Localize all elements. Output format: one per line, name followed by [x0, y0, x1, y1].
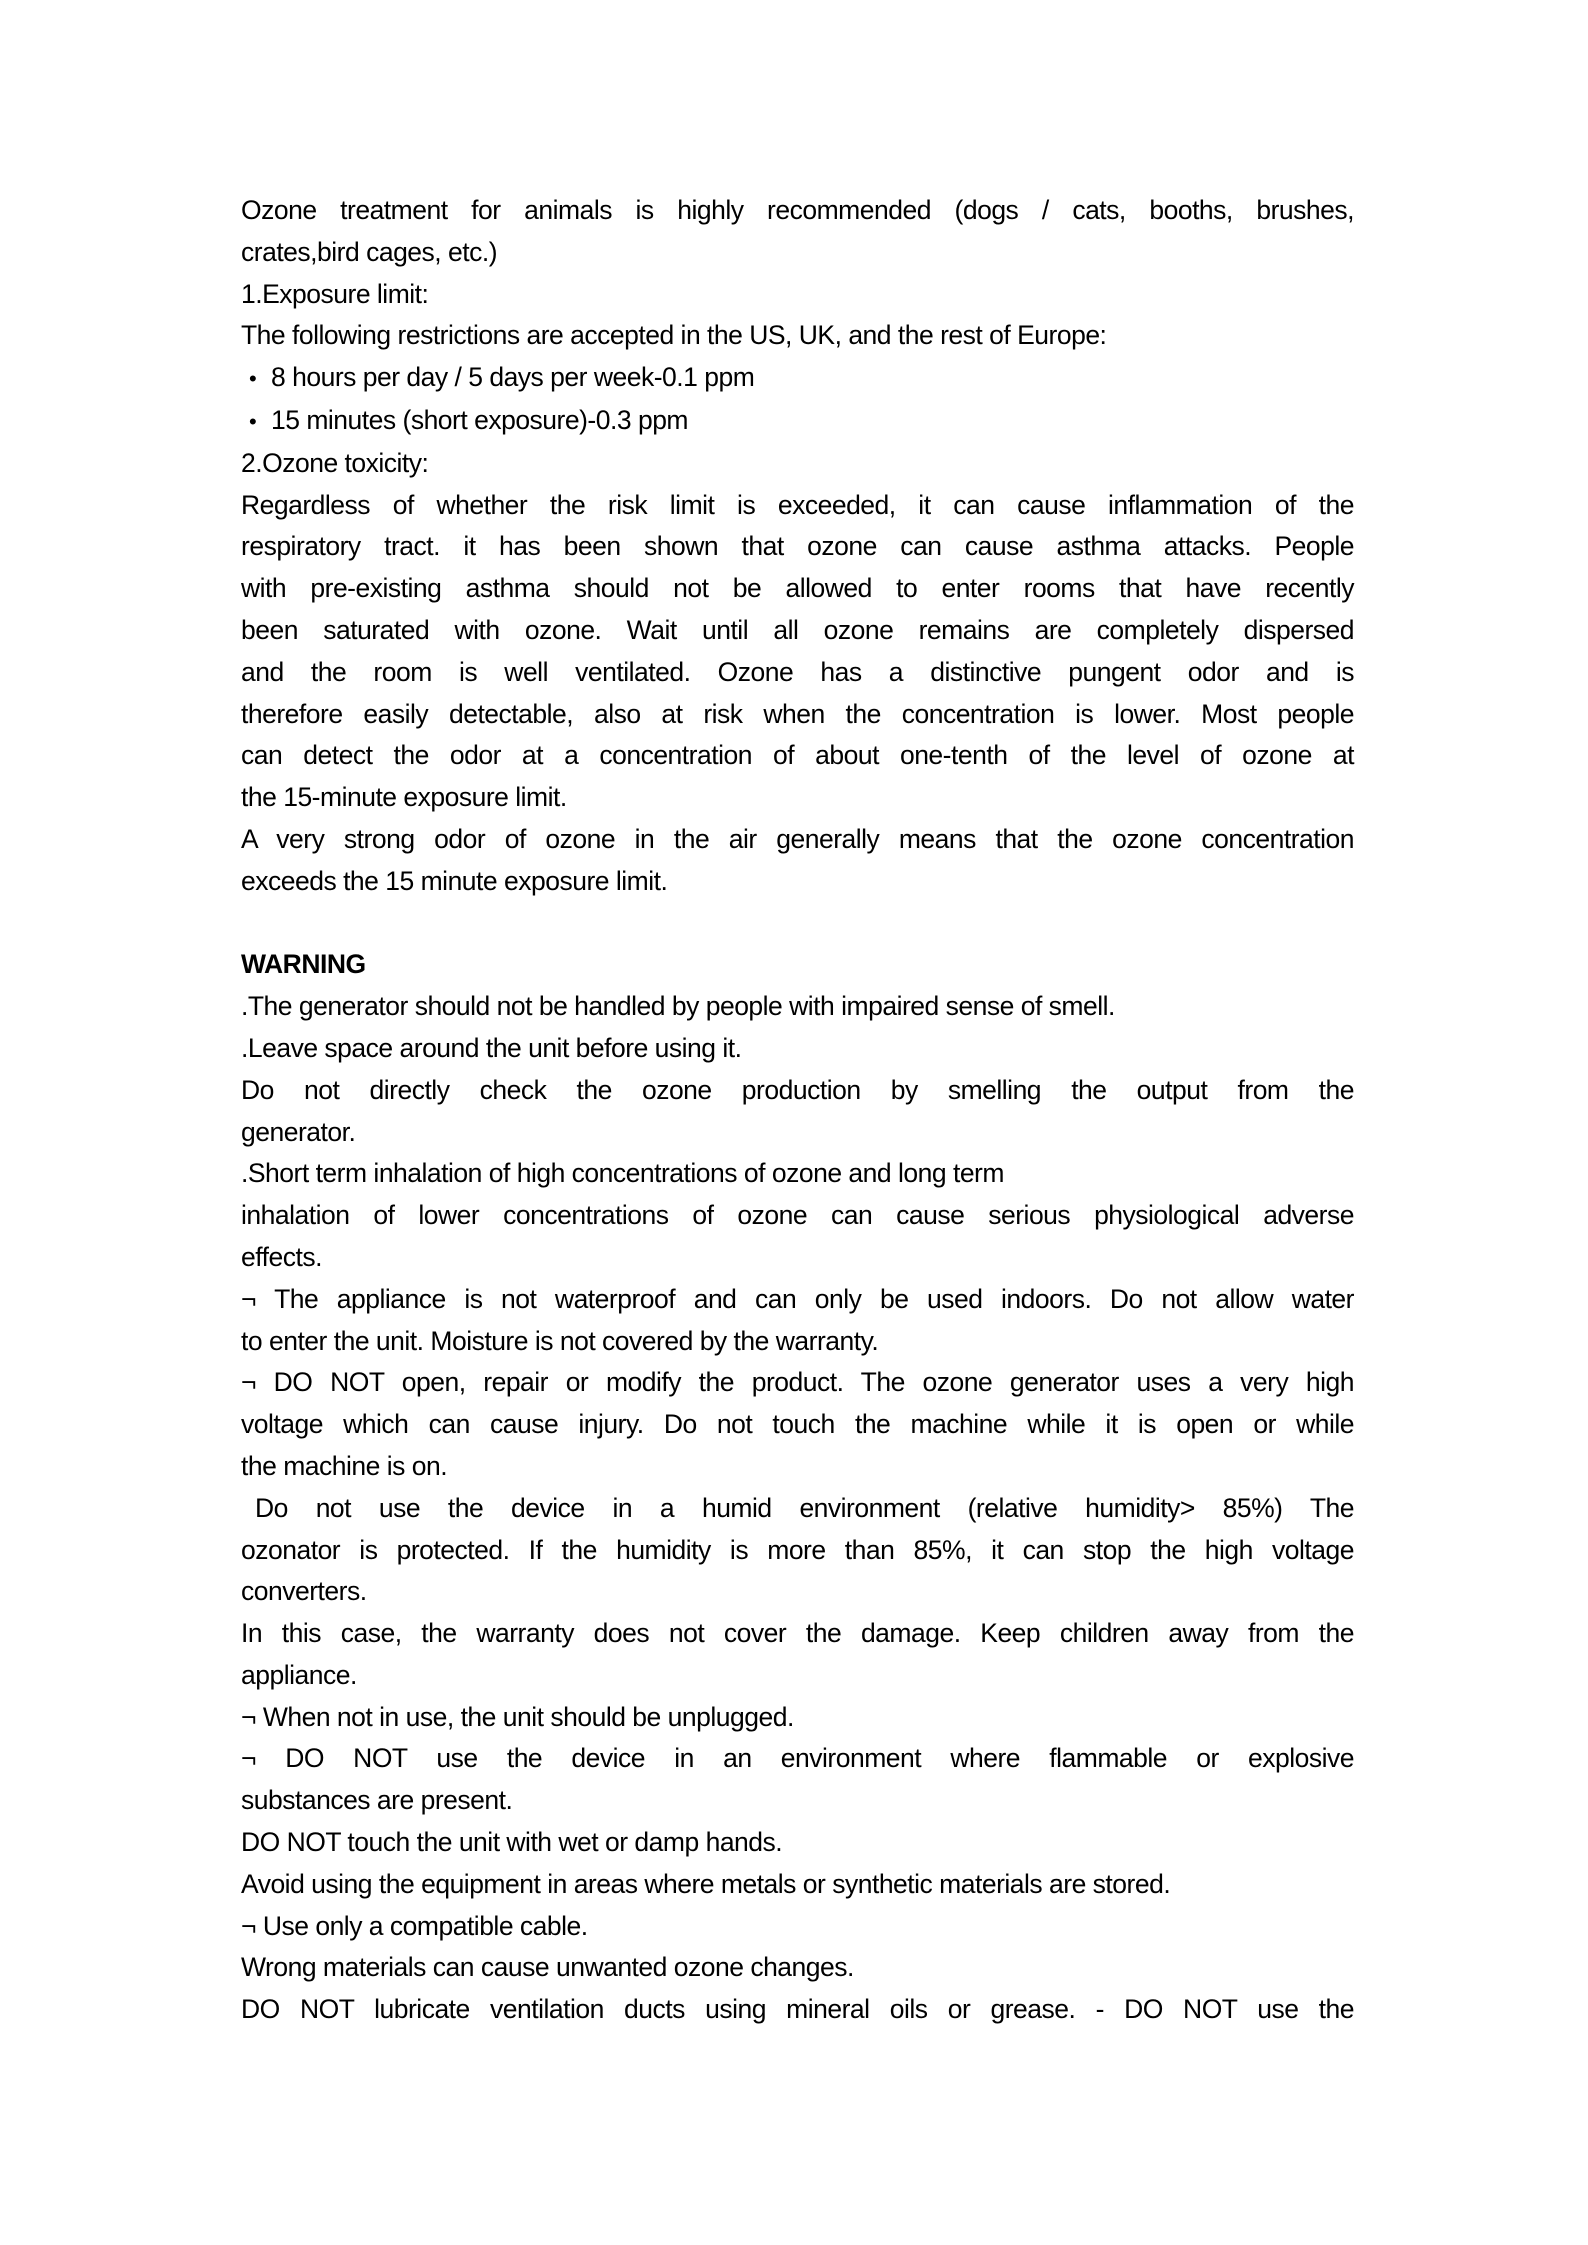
- warning-item-cont: inhalation of lower concentrations of ozone can cause serious physiological adverse: [241, 1200, 1354, 1231]
- bullet-icon: •: [249, 408, 257, 434]
- warning-item: ¬ DO NOT open, repair or modify the product. The ozone generator uses a very high: [241, 1367, 1354, 1398]
- toxicity-line: respiratory tract. it has been shown that ozone can cause asthma attacks. People: [241, 531, 1354, 562]
- warning-item-cont: voltage which can cause injury. Do not touch the machine while it is open or while: [241, 1409, 1354, 1440]
- toxicity-line: been saturated with ozone. Wait until all ozone remains are completely dispersed: [241, 614, 1354, 645]
- warning-item-cont: the machine is on.: [241, 1450, 448, 1481]
- intro-line-1: Ozone treatment for animals is highly recommended (dogs / cats, booths, brushes,: [241, 195, 1354, 225]
- warning-heading: WARNING: [241, 949, 366, 980]
- warning-item: .Leave space around the unit before using it.: [241, 1032, 742, 1063]
- warning-item-cont: effects.: [241, 1241, 322, 1272]
- odor-line: A very strong odor of ozone in the air generally means that the ozone concentration: [241, 823, 1354, 854]
- warning-item: DO NOT lubricate ventilation ducts using mineral oils or grease. - DO NOT use the: [241, 1994, 1354, 2025]
- toxicity-line: Regardless of whether the risk limit is exceeded, it can cause inflammation of the: [241, 489, 1354, 520]
- warning-item: Do not use the device in a humid environment (relative humidity> 85%) The: [255, 1492, 1354, 1523]
- warning-item: ¬ The appliance is not waterproof and can only be used indoors. Do not allow water: [241, 1283, 1354, 1314]
- warning-item-cont: appliance.: [241, 1659, 357, 1690]
- warning-item: ¬ DO NOT use the device in an environment where flammable or explosive: [241, 1743, 1354, 1774]
- warning-item: Do not directly check the ozone production by smelling the output from the: [241, 1074, 1354, 1105]
- warning-item: .The generator should not be handled by people with impaired sense of smell.: [241, 991, 1115, 1022]
- warning-item: Avoid using the equipment in areas where metals or synthetic materials are stored.: [241, 1868, 1171, 1899]
- toxicity-line: can detect the odor at a concentration of about one-tenth of the level of ozone at: [241, 740, 1354, 771]
- exposure-bullet-text: 8 hours per day / 5 days per week-0.1 ppm: [271, 362, 755, 393]
- warning-item: In this case, the warranty does not cover the damage. Keep children away from the: [241, 1618, 1354, 1649]
- exposure-bullet-item: [241, 357, 1354, 400]
- warning-item-cont: to enter the unit. Moisture is not covered by the warranty.: [241, 1325, 879, 1356]
- warning-item: DO NOT touch the unit with wet or damp hands.: [241, 1827, 783, 1858]
- odor-line: exceeds the 15 minute exposure limit.: [241, 865, 668, 896]
- bullet-icon: •: [249, 366, 257, 392]
- exposure-bullet-item: [241, 400, 1354, 443]
- toxicity-line: the 15-minute exposure limit.: [241, 782, 567, 813]
- toxicity-line: with pre-existing asthma should not be allowed to enter rooms that have recently: [241, 573, 1354, 604]
- warning-item-cont: substances are present.: [241, 1785, 513, 1816]
- warning-item-cont: converters.: [241, 1576, 367, 1607]
- warning-item: Wrong materials can cause unwanted ozone changes.: [241, 1952, 854, 1983]
- warning-item-cont: generator.: [241, 1116, 356, 1147]
- toxicity-line: therefore easily detectable, also at risk when the concentration is lower. Most people: [241, 698, 1354, 729]
- exposure-intro: The following restrictions are accepted in the US, UK, and the rest of Europe:: [241, 320, 1107, 351]
- document-page: [241, 190, 1354, 2031]
- warning-item: ¬ Use only a compatible cable.: [241, 1910, 588, 1941]
- warning-item: ¬ When not in use, the unit should be unplugged.: [241, 1701, 794, 1732]
- exposure-bullet-text: 15 minutes (short exposure)-0.3 ppm: [271, 404, 689, 435]
- toxicity-line: and the room is well ventilated. Ozone has a distinctive pungent odor and is: [241, 656, 1354, 687]
- spacer: [241, 903, 1354, 945]
- intro-line-2: crates,bird cages, etc.): [241, 236, 498, 267]
- warning-item-cont: ozonator is protected. If the humidity is more than 85%, it can stop the high voltage: [241, 1534, 1354, 1565]
- section-heading-exposure-limit: 1.Exposure limit:: [241, 278, 429, 309]
- warning-item: .Short term inhalation of high concentrations of ozone and long term: [241, 1158, 1004, 1189]
- section-heading-ozone-toxicity: 2.Ozone toxicity:: [241, 447, 429, 478]
